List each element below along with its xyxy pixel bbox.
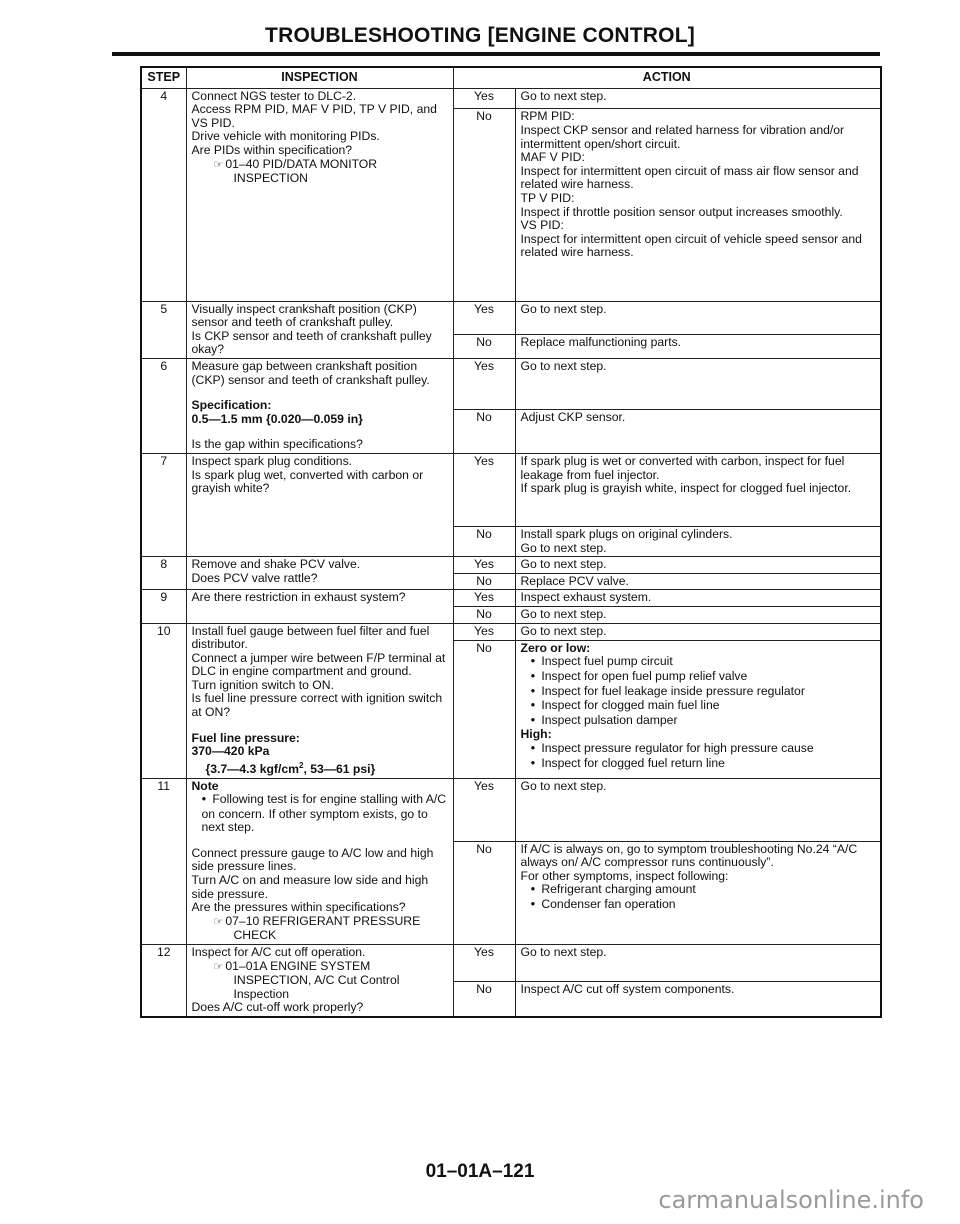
yes-action: Go to next step. — [515, 623, 881, 640]
no-label: No — [453, 526, 515, 556]
yes-label: Yes — [453, 590, 515, 607]
header-action: ACTION — [453, 67, 881, 88]
step-number: 6 — [141, 358, 186, 453]
inspection-text: Connect NGS tester to DLC-2. — [191, 88, 357, 103]
inspection-cell: Inspect spark plug conditions. Is spark plug wet, converted with carbon or grayish white? — [186, 453, 453, 556]
yes-label: Yes — [453, 301, 515, 334]
list-item: ● Inspect for fuel leakage inside pressure regulator — [521, 685, 876, 700]
page-number: 01–01A–121 — [425, 1161, 535, 1182]
yes-label: Yes — [453, 453, 515, 526]
list-item: ● Condenser fan operation — [521, 898, 876, 913]
no-label: No — [453, 573, 515, 590]
table-row — [141, 778, 881, 841]
no-action: Go to next step. — [515, 606, 881, 623]
note-label: Note — [191, 778, 219, 793]
no-action: Replace PCV valve. — [515, 573, 881, 590]
yes-action: If spark plug is wet or converted with carbon, inspect for fuel leakage from fuel injector. If spark plug is grayish white, inspect for clogged fuel injector. — [515, 453, 881, 526]
reference-link[interactable]: ☞ 07–10 REFRIGERANT PRESSURE — [213, 913, 421, 928]
inspection-cell: Note ● Following test is for engine stalling with A/C on concern. If other symptom exists, go to next step. Connect pressure gauge to A/C low and high side pressure lines. Turn A/C on and measure low side and high side pressure. Are the pressures within specifications? ☞ 07–10 REFRIGERANT PRESSURE CHECK — [186, 778, 453, 945]
inspection-cell: Visually inspect crankshaft position (CKP) sensor and teeth of crankshaft pulley. Is CKP sensor and teeth of crankshaft pulley okay? — [186, 301, 453, 358]
list-item: ● Inspect for clogged main fuel line — [521, 699, 876, 714]
inspection-text: Drive vehicle with monitoring PIDs. — [191, 129, 380, 144]
spec-value-alt: {3.7—4.3 kgf/$cm^2$, 53—61 psi} — [205, 760, 376, 776]
reference-link[interactable]: ☞ 01–40 PID/DATA MONITOR — [213, 156, 378, 171]
table-row — [141, 88, 881, 109]
list-item: ● Inspect for open fuel pump relief valve — [521, 670, 876, 685]
no-label: No — [453, 982, 515, 1017]
list-item: ● Inspect pressure regulator for high pressure cause — [521, 742, 876, 757]
list-item: ● Refrigerant charging amount — [521, 883, 876, 898]
spec-label: Specification: — [191, 398, 272, 413]
step-number: 9 — [141, 590, 186, 623]
list-item: ● Inspect pulsation damper — [521, 714, 876, 729]
step-number: 5 — [141, 301, 186, 358]
yes-label: Yes — [453, 945, 515, 982]
spec-value: 370—420 kPa — [191, 744, 270, 759]
table-row — [141, 945, 881, 982]
header-step: STEP — [141, 67, 186, 88]
inspection-text: Access RPM PID, MAF V PID, TP V PID, and VS PID. — [191, 102, 437, 130]
reference-arrow-icon: ☞ — [213, 960, 224, 973]
table-row — [141, 623, 881, 640]
table-row — [141, 358, 881, 409]
reference-link-cont: CHECK — [233, 928, 277, 943]
table-header-row — [141, 67, 881, 88]
table-row — [141, 301, 881, 334]
yes-label: Yes — [453, 358, 515, 409]
reference-link[interactable]: ☞ 01–01A ENGINE SYSTEM — [213, 958, 371, 973]
yes-label: Yes — [453, 557, 515, 574]
yes-label: Yes — [453, 88, 515, 109]
inspection-cell — [186, 88, 453, 301]
reference-link-cont: INSPECTION — [233, 171, 308, 186]
inspection-text: Are PIDs within specification? — [191, 142, 353, 157]
no-label: No — [453, 841, 515, 945]
note-text: ● Following test is for engine stalling with A/C on concern. If other symptom exists, go to next step. — [192, 793, 448, 835]
yes-action: Go to next step. — [515, 88, 881, 109]
table-row — [141, 557, 881, 574]
no-label: No — [453, 409, 515, 453]
troubleshooting-table — [140, 66, 882, 1018]
yes-label: Yes — [453, 623, 515, 640]
inspection-cell: Inspect for A/C cut off operation. ☞ 01–01A ENGINE SYSTEM INSPECTION, A/C Cut Control Inspection Does A/C cut-off work properly? — [186, 945, 453, 1017]
yes-action: Inspect exhaust system. — [515, 590, 881, 607]
yes-action: Go to next step. — [515, 778, 881, 841]
step-number: 11 — [141, 778, 186, 945]
spec-label: Fuel line pressure: — [191, 730, 300, 745]
inspection-cell: Install fuel gauge between fuel filter and fuel distributor. Connect a jumper wire between F/P terminal at DLC in engine compartment and ground. Turn ignition switch to ON. Is fuel line pressure correct with ignition switch at ON? Fuel line pressure: 370—420 kPa {3.7—4.3 kgf/$cm^2$, 53—61 psi} — [186, 623, 453, 778]
step-number: 4 — [141, 88, 186, 301]
no-label: No — [453, 334, 515, 358]
page-title: TROUBLESHOOTING [ENGINE CONTROL] — [265, 24, 695, 47]
no-label: No — [453, 109, 515, 301]
table-row — [141, 590, 881, 607]
yes-label: Yes — [453, 778, 515, 841]
header-inspection: INSPECTION — [186, 67, 453, 88]
reference-arrow-icon: ☞ — [213, 158, 224, 171]
table-row — [141, 453, 881, 526]
no-action: Replace malfunctioning parts. — [515, 334, 881, 358]
title-rule — [112, 52, 880, 56]
reference-arrow-icon: ☞ — [213, 915, 224, 928]
inspection-cell: Are there restriction in exhaust system? — [186, 590, 453, 623]
list-item: ● Inspect for clogged fuel return line — [521, 757, 876, 772]
yes-action: Go to next step. — [515, 557, 881, 574]
no-action: Adjust CKP sensor. — [515, 409, 881, 453]
no-label: No — [453, 606, 515, 623]
step-number: 10 — [141, 623, 186, 778]
step-number: 7 — [141, 453, 186, 556]
no-action: If A/C is always on, go to symptom troubleshooting No.24 “A/C always on/ A/C compressor runs continuously”. For other symptoms, inspect following: ● Refrigerant charging amount ● Condenser fan operation — [515, 841, 881, 945]
no-label: No — [453, 640, 515, 778]
no-action: Zero or low: ● Inspect fuel pump circuit ● Inspect for open fuel pump relief valve ● Inspect for fuel leakage inside pressure regulator ● Inspect for clogged main fuel line ● Inspect pulsation damper High: ● Inspect pressure regulator for high pressure cause ● Inspect for clogged fuel return line — [515, 640, 881, 778]
watermark: carmanualsonline.info — [658, 1186, 924, 1214]
spec-value: 0.5—1.5 mm {0.020—0.059 in} — [191, 411, 363, 426]
list-item: ● Inspect fuel pump circuit — [521, 655, 876, 670]
yes-action: Go to next step. — [515, 301, 881, 334]
inspection-cell: Measure gap between crankshaft position (CKP) sensor and teeth of crankshaft pulley. Specification: 0.5—1.5 mm {0.020—0.059 in} Is the gap within specifications? — [186, 358, 453, 453]
no-action: Install spark plugs on original cylinders. Go to next step. — [515, 526, 881, 556]
step-number: 12 — [141, 945, 186, 1017]
no-action: Inspect A/C cut off system components. — [515, 982, 881, 1017]
yes-action: Go to next step. — [515, 945, 881, 982]
no-action: RPM PID: Inspect CKP sensor and related harness for vibration and/or intermittent open/short circuit. MAF V PID: Inspect for intermittent open circuit of mass air flow sensor and related wire harness. TP V PID: Inspect if throttle position sensor output increases smoothly. VS PID: Inspect for intermittent open circuit of vehicle speed sensor and related wire harness. — [515, 109, 881, 301]
yes-action: Go to next step. — [515, 358, 881, 409]
step-number: 8 — [141, 557, 186, 590]
inspection-cell: Remove and shake PCV valve. Does PCV valve rattle? — [186, 557, 453, 590]
